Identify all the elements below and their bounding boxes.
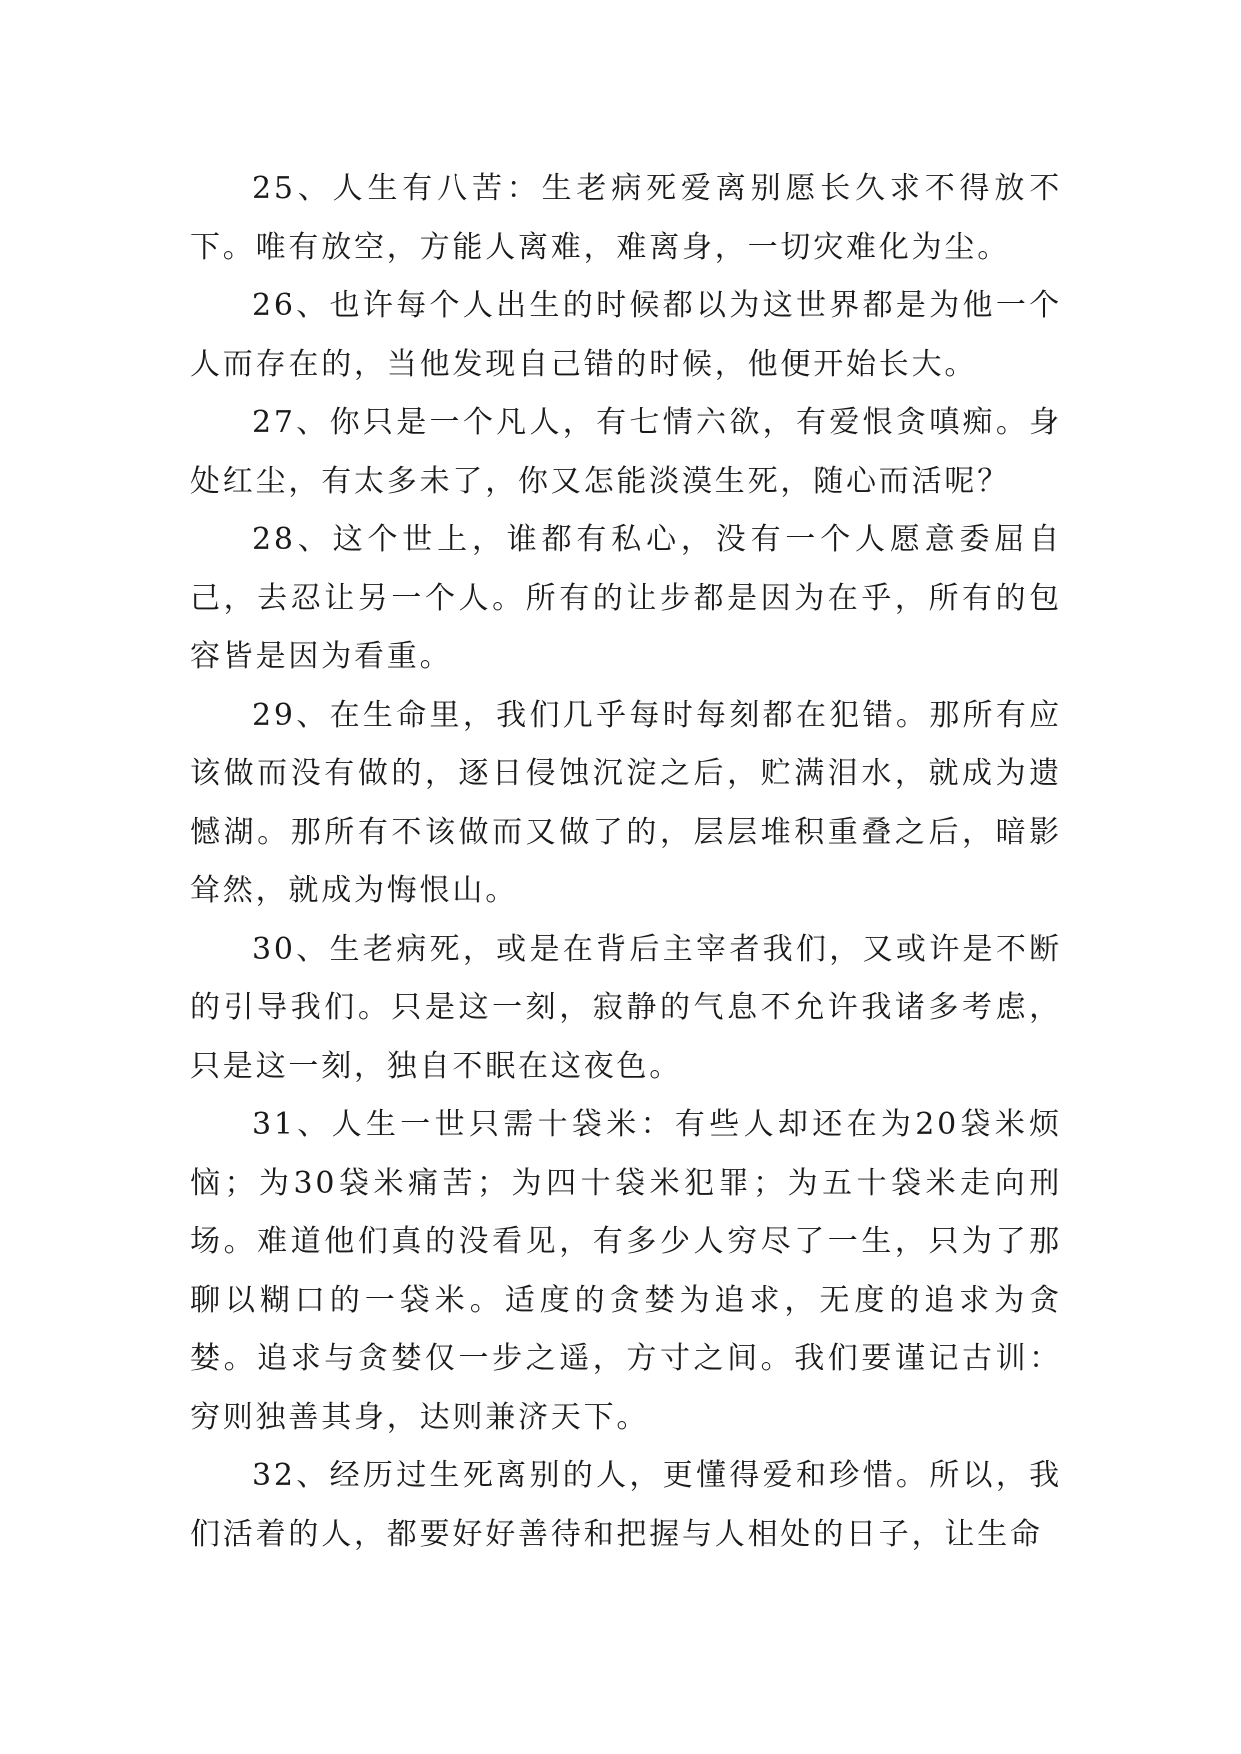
document-body [190, 160, 1062, 1564]
paragraph-25: 25、人生有八苦：生老病死爱离别愿长久求不得放不下。唯有放空，方能人离难，难离身，一切灾难化为尘。 [190, 171, 1062, 265]
paragraph-32: 32、经历过生死离别的人，更懂得爱和珍惜。所以，我们活着的人，都要好好善待和把握与人相处的日子，让生命 [190, 1458, 1062, 1552]
paragraph-28: 28、这个世上，谁都有私心，没有一个人愿意委屈自己，去忍让另一个人。所有的让步都是因为在乎，所有的包容皆是因为看重。 [190, 522, 1062, 674]
paragraph-31: 31、人生一世只需十袋米：有些人却还在为20袋米烦恼；为30袋米痛苦；为四十袋米犯罪；为五十袋米走向刑场。难道他们真的没看见，有多少人穷尽了一生，只为了那聊以糊口的一袋米。适度的贪婪为追求，无度的追求为贪婪。追求与贪婪仅一步之遥，方寸之间。我们要谨记古训：穷则独善其身，达则兼济天下。 [190, 1107, 1062, 1435]
paragraph-27: 27、你只是一个凡人，有七情六欲，有爱恨贪嗔痴。身处红尘，有太多未了，你又怎能淡漠生死，随心而活呢？ [190, 405, 1062, 499]
paragraph-29: 29、在生命里，我们几乎每时每刻都在犯错。那所有应该做而没有做的，逐日侵蚀沉淀之后，贮满泪水，就成为遗憾湖。那所有不该做而又做了的，层层堆积重叠之后，暗影耸然，就成为悔恨山。 [190, 697, 1062, 908]
paragraph-26: 26、也许每个人出生的时候都以为这世界都是为他一个人而存在的，当他发现自己错的时候，他便开始长大。 [190, 288, 1062, 382]
paragraph-30: 30、生老病死，或是在背后主宰者我们，又或许是不断的引导我们。只是这一刻，寂静的气息不允许我诸多考虑，只是这一刻，独自不眠在这夜色。 [190, 931, 1062, 1084]
